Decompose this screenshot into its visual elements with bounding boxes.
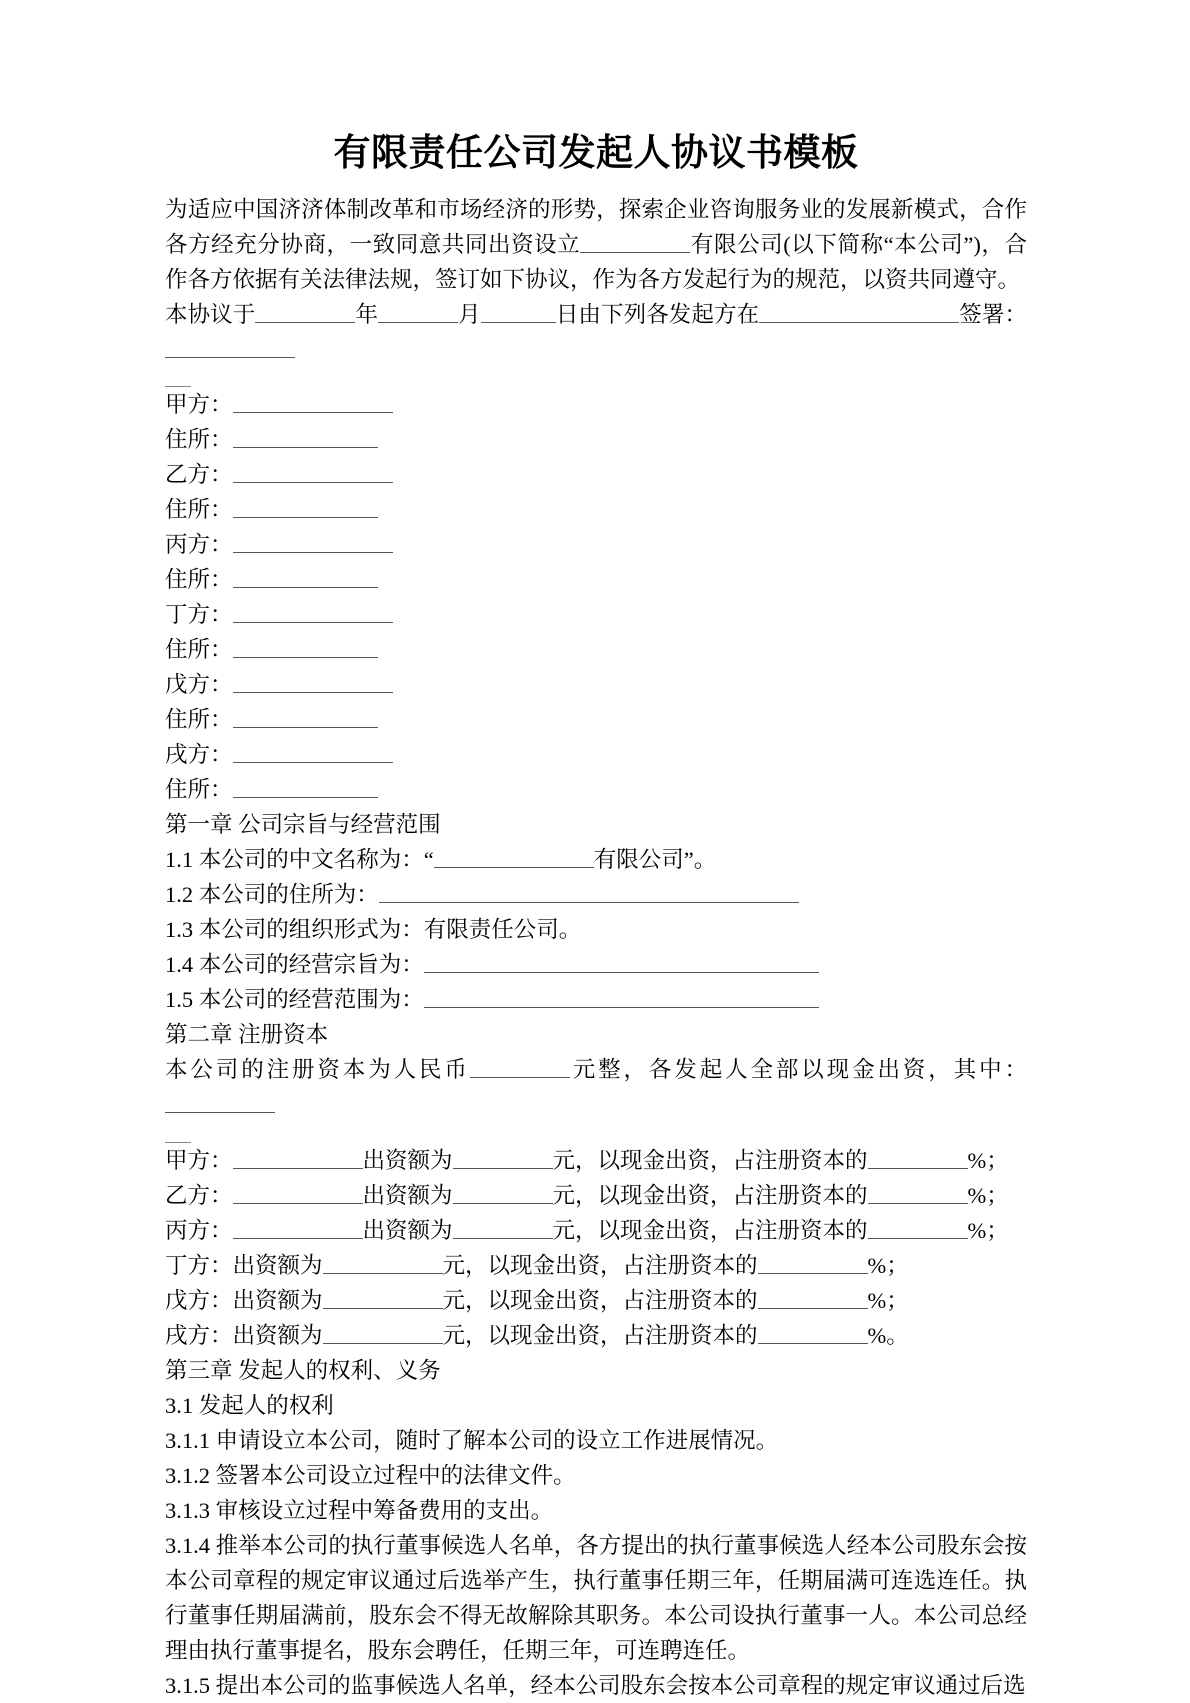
- contribution-amount-xu-blank[interactable]: [323, 1319, 443, 1344]
- contribution-name-jia-blank[interactable]: [233, 1144, 363, 1169]
- contribution-row-wu: [165, 1283, 1027, 1318]
- contribution-tail-jia: %；: [967, 1147, 1009, 1173]
- party-label-jia-address: 住所：: [165, 427, 233, 453]
- clause-1-2: [165, 877, 1027, 912]
- party-value-bing-blank[interactable]: [233, 529, 393, 554]
- contribution-mid1-yi: 出资额为: [362, 1182, 453, 1208]
- contribution-mid2-ding: 元，以现金出资，占注册资本的: [442, 1252, 758, 1278]
- contribution-amount-ding-blank[interactable]: [323, 1249, 443, 1274]
- party-row-xu: [165, 737, 1027, 772]
- contribution-amount-wu-blank[interactable]: [323, 1284, 443, 1309]
- sign-month-blank[interactable]: [378, 298, 458, 323]
- contribution-tail-bing: %；: [967, 1217, 1009, 1243]
- clause-1-2-label: 1.2 本公司的住所为：: [165, 882, 379, 908]
- clause-1-5-label: 1.5 本公司的经营范围为：: [165, 987, 424, 1013]
- contribution-label-yi: 乙方：: [165, 1182, 233, 1208]
- clause-1-5-blank[interactable]: [424, 984, 819, 1009]
- contribution-amount-bing-blank[interactable]: [453, 1214, 553, 1239]
- signing-segment-4: 日由下列各发起方在: [555, 302, 760, 328]
- contribution-mid1-jia: 出资额为: [362, 1147, 453, 1173]
- contribution-tail-yi: %；: [967, 1182, 1009, 1208]
- contribution-label-ding: 丁方：出资额为: [165, 1252, 323, 1278]
- contribution-tail-ding: %；: [867, 1252, 909, 1278]
- contribution-percent-xu-blank[interactable]: [758, 1319, 868, 1344]
- registered-capital-blank-overflow: [165, 1120, 191, 1142]
- signing-segment-3: 月: [458, 302, 481, 328]
- contribution-percent-ding-blank[interactable]: [758, 1249, 868, 1274]
- party-label-ding: 丁方：: [165, 602, 233, 628]
- registered-capital-suffix: 元整，各发起人全部以现金出资，其中：: [569, 1057, 1027, 1083]
- contribution-mid2-jia: 元，以现金出资，占注册资本的: [552, 1147, 868, 1173]
- party-label-jia: 甲方：: [165, 392, 233, 418]
- chapter-2-heading: 第二章 注册资本: [165, 1022, 329, 1048]
- contribution-row-yi: [165, 1178, 1027, 1213]
- chapter-3-heading: 第三章 发起人的权利、义务: [165, 1357, 441, 1383]
- party-value-wu-blank[interactable]: [233, 669, 393, 694]
- party-row-yi: [165, 457, 1027, 492]
- sign-place-blank[interactable]: [759, 298, 959, 323]
- clause-3-1-5: 3.1.5 提出本公司的监事候选人名单，经本公司股东会按本公司章程的规定审议通过后选: [165, 1672, 1026, 1698]
- clause-1-1: [165, 842, 1027, 877]
- company-name-blank[interactable]: [580, 228, 690, 253]
- party-value-yi-blank[interactable]: [233, 459, 393, 484]
- clause-3-1-1: 3.1.1 申请设立本公司，随时了解本公司的设立工作进展情况。: [165, 1427, 779, 1453]
- chapter-1-heading: 第一章 公司宗旨与经营范围: [165, 812, 441, 838]
- contribution-name-yi-blank[interactable]: [233, 1179, 363, 1204]
- contribution-mid1-bing: 出资额为: [362, 1217, 453, 1243]
- party-label-wu: 戊方：: [165, 672, 233, 698]
- clause-1-4: [165, 947, 1027, 982]
- clause-3-1-4: 3.1.4 推举本公司的执行董事候选人名单，各方提出的执行董事候选人经本公司股东会按本公司章程的规定审议通过后选举产生，执行董事任期三年，任期届满可连选连任。执行董事任期届满前，股东会不得无故解除其职务。本公司设执行董事一人。本公司总经理由执行董事提名，股东会聘任，任期三年，可连聘连任。: [165, 1532, 1027, 1663]
- clause-1-3: 1.3 本公司的组织形式为：有限责任公司。: [165, 917, 582, 943]
- signing-segment-5: 签署：: [959, 302, 1027, 328]
- clause-1-1-prefix: 1.1 本公司的中文名称为：“: [165, 847, 434, 873]
- contribution-mid2-bing: 元，以现金出资，占注册资本的: [552, 1217, 868, 1243]
- contribution-percent-yi-blank[interactable]: [868, 1179, 968, 1204]
- contribution-row-xu: [165, 1318, 1027, 1353]
- party-row-bing-address: [165, 562, 1027, 597]
- party-row-yi-address: [165, 492, 1027, 527]
- signing-segment-1: 本协议于: [165, 302, 256, 328]
- contribution-label-bing: 丙方：: [165, 1217, 233, 1243]
- contribution-amount-jia-blank[interactable]: [453, 1144, 553, 1169]
- contribution-label-xu: 戌方：出资额为: [165, 1322, 323, 1348]
- signing-date-line: [165, 297, 1027, 387]
- contribution-label-wu: 戊方：出资额为: [165, 1287, 323, 1313]
- clause-1-5: [165, 982, 1027, 1017]
- registered-capital-trailing-blank[interactable]: [165, 1089, 275, 1114]
- signature-blank-overflow: [165, 365, 191, 387]
- contribution-row-ding: [165, 1248, 1027, 1283]
- contribution-percent-bing-blank[interactable]: [868, 1214, 968, 1239]
- preamble-segment-1: 为适应中国济济体制改革和市场经济的形势，探索企业咨询服务业的发展新模式，合作各方经充分协商，一致同意共同出资设立: [165, 197, 1027, 258]
- party-address-yi-blank[interactable]: [233, 494, 378, 519]
- party-row-wu-address: [165, 702, 1027, 737]
- party-address-wu-blank[interactable]: [233, 704, 378, 729]
- contribution-mid2-yi: 元，以现金出资，占注册资本的: [552, 1182, 868, 1208]
- party-value-xu-blank[interactable]: [233, 739, 393, 764]
- party-address-jia-blank[interactable]: [233, 424, 378, 449]
- party-address-ding-blank[interactable]: [233, 634, 378, 659]
- party-label-xu-address: 住所：: [165, 777, 233, 803]
- registered-capital-prefix: 本公司的注册资本为人民币: [165, 1057, 470, 1083]
- contribution-label-jia: 甲方：: [165, 1147, 233, 1173]
- clause-1-4-label: 1.4 本公司的经营宗旨为：: [165, 952, 424, 978]
- party-row-jia: [165, 387, 1027, 422]
- contribution-row-bing: [165, 1213, 1027, 1248]
- clause-1-1-suffix: 有限公司”。: [593, 847, 717, 873]
- party-row-jia-address: [165, 422, 1027, 457]
- registered-capital-line: [165, 1052, 1027, 1142]
- party-row-ding: [165, 597, 1027, 632]
- contribution-percent-jia-blank[interactable]: [868, 1144, 968, 1169]
- clause-3-1-2: 3.1.2 签署本公司设立过程中的法律文件。: [165, 1462, 576, 1488]
- party-label-yi-address: 住所：: [165, 497, 233, 523]
- party-label-xu: 戌方：: [165, 742, 233, 768]
- contribution-percent-wu-blank[interactable]: [758, 1284, 868, 1309]
- party-address-bing-blank[interactable]: [233, 564, 378, 589]
- registered-capital-amount-blank[interactable]: [470, 1054, 570, 1079]
- contribution-name-bing-blank[interactable]: [233, 1214, 363, 1239]
- signature-blank[interactable]: [165, 333, 295, 358]
- party-label-bing-address: 住所：: [165, 567, 233, 593]
- contribution-mid2-wu: 元，以现金出资，占注册资本的: [442, 1287, 758, 1313]
- preamble-segment-2: 有限公司(以下简称“本公司”)，合作各方依据有关法律法规，签订如下协议，作为各方发起行为的规范，以资共同遵守。: [165, 232, 1027, 293]
- contribution-amount-yi-blank[interactable]: [453, 1179, 553, 1204]
- sign-year-blank[interactable]: [255, 298, 355, 323]
- contribution-tail-xu: %。: [867, 1322, 909, 1348]
- clause-3-1-3: 3.1.3 审核设立过程中筹备费用的支出。: [165, 1497, 554, 1523]
- party-row-xu-address: [165, 772, 1027, 807]
- clause-1-4-blank[interactable]: [424, 949, 819, 974]
- document-content: [165, 130, 1027, 1703]
- clause-1-1-blank[interactable]: [434, 844, 594, 869]
- party-value-jia-blank[interactable]: [233, 389, 393, 414]
- preamble-paragraph: [165, 192, 1027, 297]
- page-title: 有限责任公司发起人协议书模板: [333, 133, 859, 174]
- party-label-ding-address: 住所：: [165, 637, 233, 663]
- party-row-wu: [165, 667, 1027, 702]
- parties-block: [165, 387, 1027, 807]
- party-label-yi: 乙方：: [165, 462, 233, 488]
- sign-day-blank[interactable]: [481, 298, 556, 323]
- signing-segment-2: 年: [355, 302, 379, 328]
- contribution-tail-wu: %；: [867, 1287, 909, 1313]
- party-row-ding-address: [165, 632, 1027, 667]
- section-3-1-heading: 3.1 发起人的权利: [165, 1392, 334, 1418]
- contribution-mid2-xu: 元，以现金出资，占注册资本的: [442, 1322, 758, 1348]
- party-row-bing: [165, 527, 1027, 562]
- party-value-ding-blank[interactable]: [233, 599, 393, 624]
- party-label-wu-address: 住所：: [165, 707, 233, 733]
- party-address-xu-blank[interactable]: [233, 774, 378, 799]
- party-label-bing: 丙方：: [165, 532, 233, 558]
- contribution-row-jia: [165, 1143, 1027, 1178]
- clause-1-2-blank[interactable]: [379, 879, 799, 904]
